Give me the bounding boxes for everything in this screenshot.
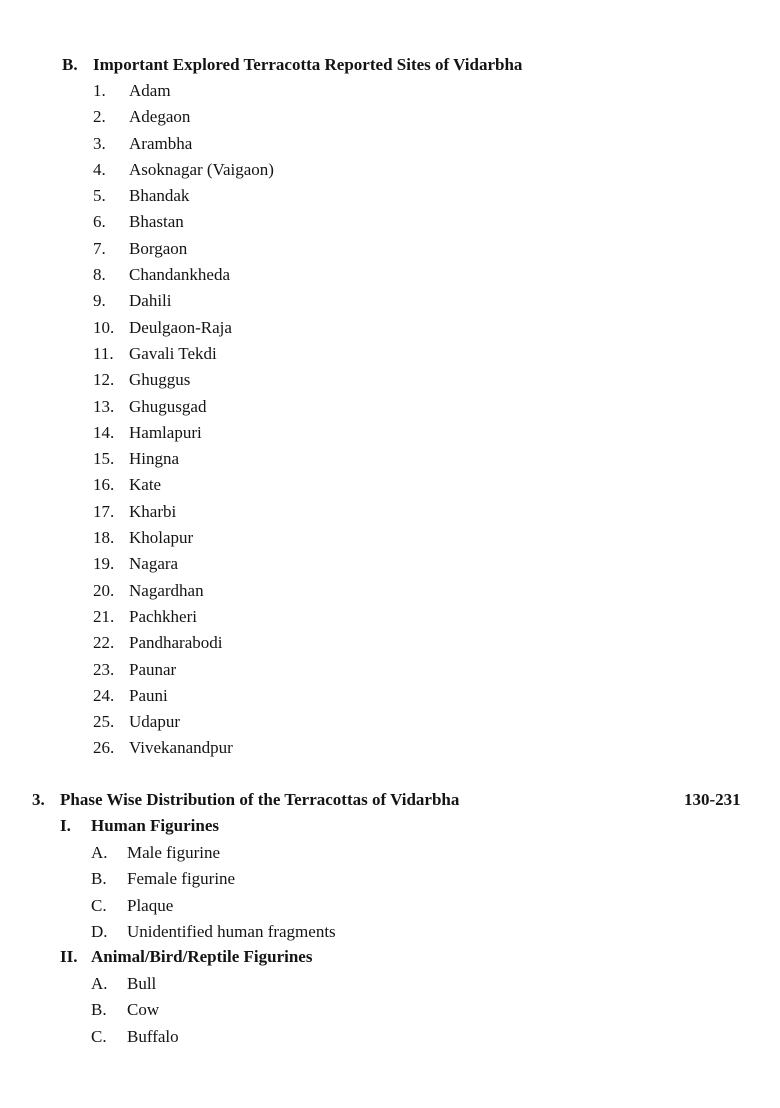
subsection-1-title: Human Figurines [91,816,219,835]
subsection-2-heading [60,947,312,967]
list-item [93,183,493,209]
list-item-number: 11. [93,343,114,363]
list-item-label: Hingna [129,449,180,469]
list-item [93,262,493,288]
list-item-number: 6. [93,212,106,232]
list-item-number: C. [91,1026,107,1046]
list-item-label: Vivekanandpur [129,738,233,758]
list-item-label: Kholapur [129,528,194,548]
list-item [91,1024,491,1050]
list-item-number: C. [91,895,107,915]
list-item-number: B. [91,869,107,889]
list-item-label: Buffalo [127,1026,179,1046]
list-item-number: 15. [93,449,115,469]
list-item [93,472,493,498]
list-item-number: 25. [93,712,115,732]
list-item-number: 13. [93,396,115,416]
list-item-number: 10. [93,317,115,337]
section-3-page-range: 130-231 [684,790,741,809]
list-item-number: 17. [93,501,115,521]
list-item-number: 22. [93,633,115,653]
list-item-number: 24. [93,685,115,705]
list-item [93,78,493,104]
section-3-heading [32,790,459,810]
list-item [93,315,493,341]
list-item-label: Adam [129,81,171,100]
list-item-label: Udapur [129,712,180,732]
list-item-number: B. [91,1000,107,1020]
list-item-label: Pandharabodi [129,633,223,653]
list-item-label: Female figurine [127,869,236,889]
list-item-label: Ghuggus [129,370,191,390]
subsection-2-marker: II. [60,947,78,966]
section-b-title: Important Explored Terracotta Reported Sites of Vidarbha [93,55,523,74]
list-item [93,420,493,446]
list-item [91,997,491,1023]
list-item [93,499,493,525]
list-item-label: Gavali Tekdi [129,343,217,363]
list-item-label: Pauni [129,685,168,705]
list-item-label: Asoknagar (Vaigaon) [129,159,274,179]
list-item [93,578,493,604]
list-item-label: Male figurine [127,843,220,862]
list-item [91,971,491,997]
list-item-label: Paunar [129,659,177,679]
list-item-number: 14. [93,422,115,442]
list-item-number: 1. [93,81,106,100]
list-item-label: Unidentified human fragments [127,921,336,941]
section-b-heading [62,55,522,75]
list-item-label: Kate [129,475,162,495]
list-item-number: 16. [93,475,115,495]
list-item [93,157,493,183]
list-item-number: 9. [93,291,106,311]
list-item-number: 2. [93,107,106,127]
subsection-1-marker: I. [60,816,71,835]
list-item-number: 20. [93,580,115,600]
list-item [93,604,493,630]
list-item [91,866,491,892]
list-item [93,525,493,551]
list-item-label: Nagardhan [129,580,204,600]
list-item [93,735,493,761]
list-item-label: Borgaon [129,238,188,258]
list-item [93,551,493,577]
list-item-label: Adegaon [129,107,191,127]
list-item [93,341,493,367]
list-item-label: Arambha [129,133,193,153]
list-item-number: 21. [93,606,115,626]
human-figurines-list [91,840,491,945]
subsection-1-heading [60,816,219,836]
list-item-number: 23. [93,659,115,679]
list-item-label: Hamlapuri [129,422,202,442]
list-item-number: D. [91,921,108,941]
list-item-number: 26. [93,738,115,758]
list-item [93,683,493,709]
list-item [93,657,493,683]
list-item-label: Cow [127,1000,160,1020]
list-item [93,131,493,157]
list-item-number: 3. [93,133,106,153]
list-item [93,367,493,393]
list-item-label: Bull [127,974,157,993]
list-item [93,104,493,130]
list-item-number: 18. [93,528,115,548]
section-3-marker: 3. [32,790,45,809]
list-item [93,630,493,656]
list-item-label: Nagara [129,554,179,574]
list-item [93,394,493,420]
list-item-number: 7. [93,238,106,258]
list-item-label: Ghugusgad [129,396,207,416]
list-item-number: 4. [93,159,106,179]
list-item-label: Bhastan [129,212,184,232]
animal-figurines-list [91,971,491,1050]
list-item-number: 5. [93,186,106,206]
list-item-label: Kharbi [129,501,177,521]
section-3-title: Phase Wise Distribution of the Terracottas of Vidarbha [60,790,460,809]
subsection-2-title: Animal/Bird/Reptile Figurines [91,947,313,966]
list-item-label: Pachkheri [129,606,197,626]
list-item-number: A. [91,843,108,862]
list-item-number: 12. [93,370,115,390]
list-item [93,236,493,262]
list-item-label: Bhandak [129,186,190,206]
list-item-label: Plaque [127,895,174,915]
list-item [93,288,493,314]
list-item-number: 19. [93,554,115,574]
list-item [91,919,491,945]
list-item-number: 8. [93,265,106,285]
list-item-number: A. [91,974,108,993]
list-item [93,446,493,472]
list-item-label: Chandankheda [129,265,231,285]
sites-list [93,78,493,762]
list-item [93,209,493,235]
list-item-label: Dahili [129,291,172,311]
list-item-label: Deulgaon-Raja [129,317,232,337]
list-item [93,709,493,735]
list-item [91,893,491,919]
list-item [91,840,491,866]
section-b-marker: B. [62,55,78,74]
